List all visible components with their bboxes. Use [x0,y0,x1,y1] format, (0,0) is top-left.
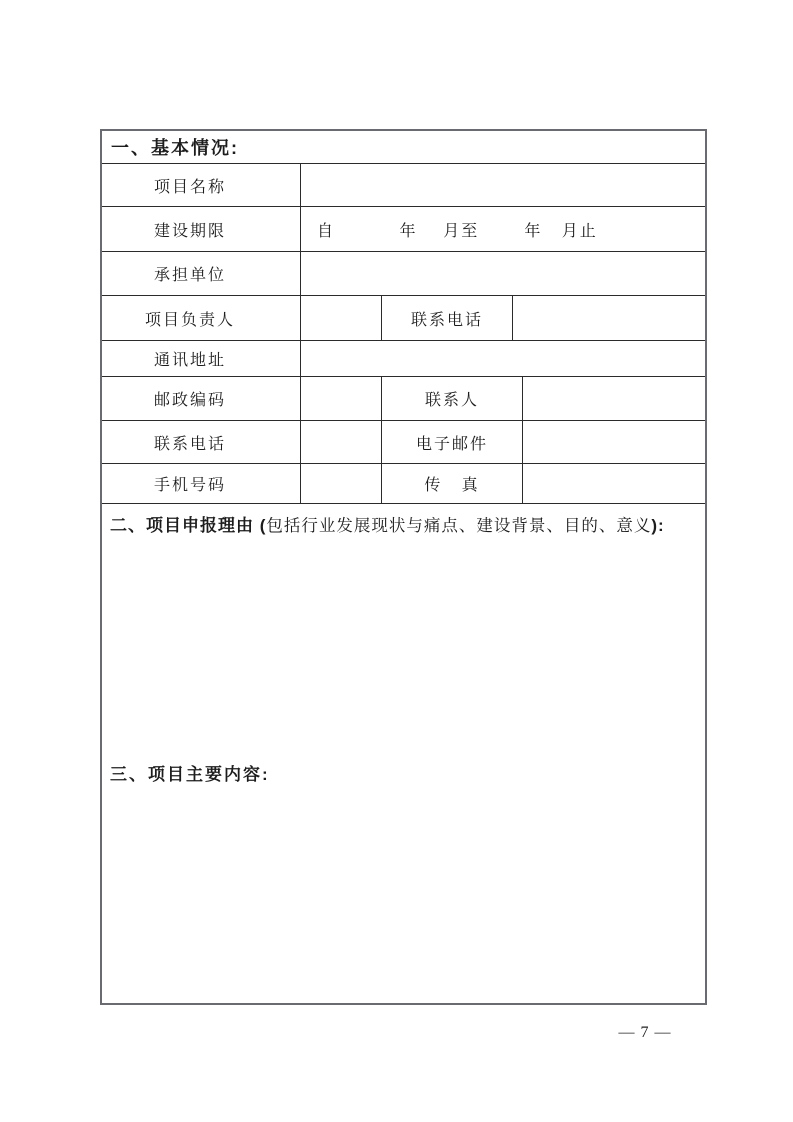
fax-input-cell[interactable] [523,464,705,503]
fax-label: 传 真 [382,464,523,503]
table-row [102,296,705,341]
table-row [102,164,705,207]
table-row [102,131,705,164]
table-row [102,377,705,421]
undertaker-label: 承担单位 [102,252,301,295]
contact-person-input-cell[interactable] [523,377,705,420]
table-row [102,341,705,377]
table-row [102,252,705,296]
build-period-label: 建设期限 [102,207,301,251]
email-input-cell[interactable] [523,421,705,463]
section2-heading [110,511,704,536]
page-number: — 7 — [618,1024,672,1041]
section2-heading-bold-end: ): [651,516,665,535]
mail-address-input-cell[interactable] [301,341,705,376]
section2-heading-subtitle: 包括行业发展现状与痛点、建设背景、目的、意义 [266,516,652,535]
build-period-value[interactable]: 自 年 月至 年 月止 [317,222,598,240]
section1-heading: 一、基本情况: [111,138,239,158]
section3-heading: 三、项目主要内容: [110,765,270,784]
leader-phone-label: 联系电话 [382,296,513,340]
section2-heading-bold-start: 二、项目申报理由 ( [110,516,267,535]
project-leader-label: 项目负责人 [102,296,301,340]
undertaker-input-cell[interactable] [301,252,705,295]
postal-code-label: 邮政编码 [102,377,301,420]
table-row [102,421,705,464]
email-label: 电子邮件 [382,421,523,463]
basic-info-form-table [100,129,707,1005]
free-text-section[interactable] [102,504,705,1003]
leader-phone-input-cell[interactable] [513,296,705,340]
project-name-label: 项目名称 [102,164,301,206]
mail-address-label: 通讯地址 [102,341,301,376]
contact-phone-input-cell[interactable] [301,421,382,463]
mobile-number-input-cell[interactable] [301,464,382,503]
table-row [102,464,705,504]
contact-phone-label: 联系电话 [102,421,301,463]
contact-person-label: 联系人 [382,377,523,420]
postal-code-input-cell[interactable] [301,377,382,420]
project-leader-input-cell[interactable] [301,296,382,340]
mobile-number-label: 手机号码 [102,464,301,503]
project-name-input-cell[interactable] [301,164,705,206]
table-row [102,207,705,252]
